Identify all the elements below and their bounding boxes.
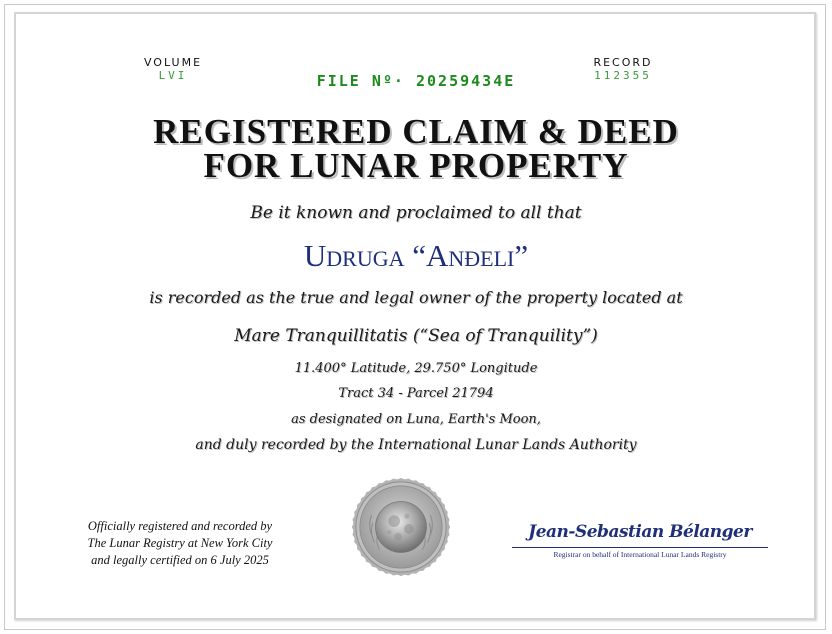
tract-parcel: Tract 34 - Parcel 21794 (338, 386, 494, 401)
certificate-title-line1: REGISTERED CLAIM & DEED (153, 112, 679, 151)
registrar-signature: Jean-Sebastian Bélanger (528, 522, 752, 542)
moon-seal-icon (352, 478, 450, 576)
certificate-title-line2: FOR LUNAR PROPERTY (203, 146, 629, 185)
owner-statement: is recorded as the true and legal owner of the property located at (149, 288, 683, 307)
designation-text: as designated on Luna, Earth's Moon, (291, 412, 541, 427)
signature-line (512, 547, 768, 548)
file-number: FILE Nº· 20259434E (316, 72, 516, 90)
proclamation-text: Be it known and proclaimed to all that (250, 203, 582, 223)
record-value: 112355 (594, 69, 652, 82)
owner-name: Udruga “Anđeli” (303, 238, 529, 273)
registration-line2: The Lunar Registry at New York City (87, 536, 273, 550)
property-location: Mare Tranquillitatis (“Sea of Tranquility”) (234, 326, 598, 346)
volume-label: VOLUME (143, 56, 203, 69)
registration-block (50, 518, 310, 569)
authority-text: and duly recorded by the International Lunar Lands Authority (195, 437, 637, 453)
registration-line1: Officially registered and recorded by (87, 519, 273, 533)
signature-caption: Registrar on behalf of International Lunar Lands Registry (553, 550, 727, 559)
property-coordinates: 11.400° Latitude, 29.750° Longitude (294, 361, 538, 376)
record-label: RECORD (593, 56, 653, 69)
registration-line3: and legally certified on 6 July 2025 (91, 553, 269, 567)
volume-value: LVI (158, 69, 188, 82)
